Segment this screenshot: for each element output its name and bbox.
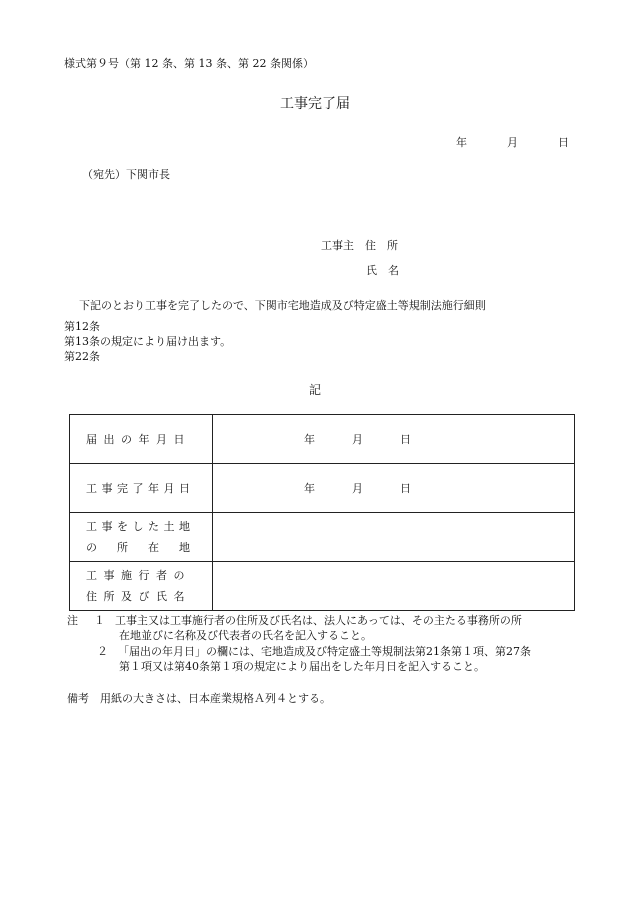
year-label: 年 [304,482,315,495]
table-row [70,464,575,513]
completion-date-label: 工事完了年月日 [70,464,213,513]
table-row [70,562,575,611]
year-label: 年 [304,433,315,446]
completion-date-field[interactable] [213,464,575,513]
month-label: 月 [352,433,363,446]
month-label: 月 [352,482,363,495]
info-table [69,414,575,611]
applicant-address-label: 工事主 住 所 [321,239,398,252]
remark: 備考 用紙の大きさは、日本産業規格Ａ列４とする。 [67,692,331,705]
article-option: 第13条の規定により届け出ます。 [64,335,232,348]
notification-date-label: 届出の年月日 [70,415,213,464]
body-statement: 下記のとおり工事を完了したので、下関市宅地造成及び特定盛土等規制法施行細則 [79,299,486,312]
article-option: 第22条 [64,350,100,363]
note-2: ２ 「届出の年月日」の欄には、宅地造成及び特定盛土等規制法第21条第１項、第27条 [97,645,531,658]
submission-date [456,134,569,150]
contractor-label: 工事施行者の 住所及び氏名 [70,562,213,611]
day-label: 日 [400,433,411,446]
land-location-field[interactable] [213,513,575,562]
land-location-label: 工事をした土地 の 所 在 地 [70,513,213,562]
day-label: 日 [400,482,411,495]
contractor-field[interactable] [213,562,575,611]
form-number: 様式第９号（第 12 条、第 13 条、第 22 条関係） [64,57,314,70]
table-row [70,513,575,562]
day-label: 日 [558,136,569,149]
addressee: （宛先）下関市長 [82,168,170,181]
note-2-continued: 第１項又は第40条第１項の規定により届出をした年月日を記入すること。 [119,660,485,673]
note-1-continued: 在地並びに名称及び代表者の氏名を記入すること。 [119,629,372,642]
table-row [70,415,575,464]
document-title: 工事完了届 [280,96,350,112]
ki-heading: 記 [308,383,321,397]
notification-date-field[interactable] [213,415,575,464]
article-option: 第12条 [64,320,100,333]
year-label: 年 [456,136,467,149]
month-label: 月 [507,136,518,149]
note-1: 注 １ 工事主又は工事施行者の住所及び氏名は、法人にあっては、その主たる事務所の所 [67,614,522,627]
applicant-name-label: 氏 名 [366,264,399,277]
